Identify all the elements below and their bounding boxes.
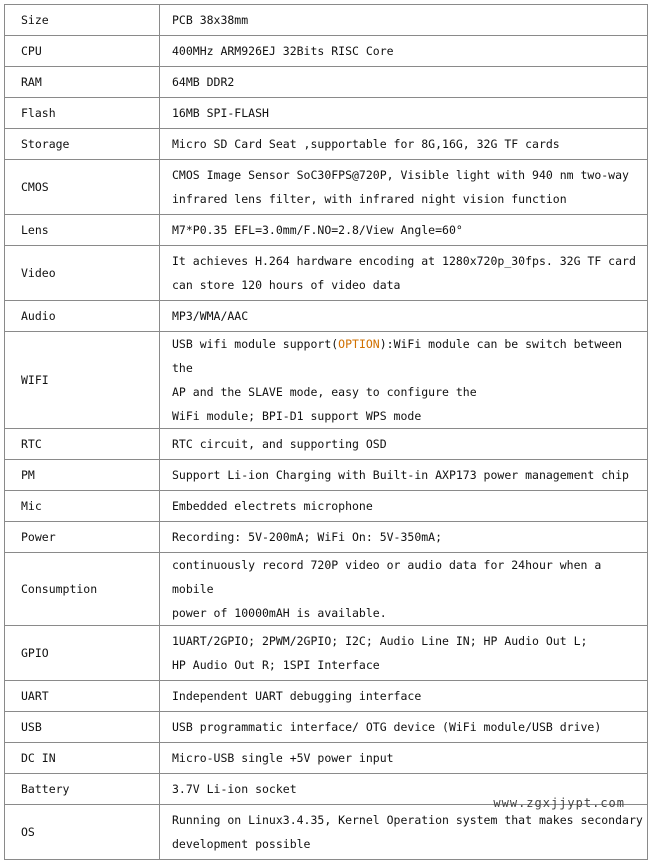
- spec-value-line: It achieves H.264 hardware encoding at 1280x720p_30fps. 32G TF card: [172, 254, 636, 268]
- spec-row-power: [5, 522, 648, 553]
- spec-value: PCB 38x38mm: [160, 5, 648, 36]
- spec-label: Lens: [5, 215, 160, 246]
- spec-row-mic: [5, 491, 648, 522]
- spec-value-line: WiFi module; BPI-D1 support WPS mode: [172, 409, 422, 423]
- spec-value: [160, 246, 648, 301]
- spec-value-line: AP and the SLAVE mode, easy to configure the: [172, 385, 477, 399]
- spec-row-usb: [5, 712, 648, 743]
- site-watermark: www.zgxjjypt.com: [493, 796, 625, 810]
- spec-row-cpu: [5, 36, 648, 67]
- spec-row-ram: [5, 67, 648, 98]
- spec-label: OS: [5, 805, 160, 860]
- spec-value: 16MB SPI-FLASH: [160, 98, 648, 129]
- spec-value: USB programmatic interface/ OTG device (WiFi module/USB drive): [160, 712, 648, 743]
- spec-label: DC IN: [5, 743, 160, 774]
- spec-value-line: continuously record 720P video or audio data for 24hour when a mobile: [172, 558, 602, 596]
- spec-label: Audio: [5, 301, 160, 332]
- spec-value: Support Li-ion Charging with Built-in AXP173 power management chip: [160, 460, 648, 491]
- spec-row-cmos: [5, 160, 648, 215]
- spec-label: CMOS: [5, 160, 160, 215]
- spec-row-storage: [5, 129, 648, 160]
- spec-label: RTC: [5, 429, 160, 460]
- spec-value-line: infrared lens filter, with infrared night vision function: [172, 192, 567, 206]
- spec-table: [4, 4, 648, 860]
- spec-row-size: [5, 5, 648, 36]
- spec-value: Independent UART debugging interface: [160, 681, 648, 712]
- spec-row-os: [5, 805, 648, 860]
- spec-row-consumption: [5, 553, 648, 626]
- spec-label: GPIO: [5, 626, 160, 681]
- spec-label: WIFI: [5, 332, 160, 429]
- spec-value: MP3/WMA/AAC: [160, 301, 648, 332]
- spec-row-flash: [5, 98, 648, 129]
- spec-label: Consumption: [5, 553, 160, 626]
- spec-value: [160, 805, 648, 860]
- spec-label: Flash: [5, 98, 160, 129]
- spec-value: Recording: 5V-200mA; WiFi On: 5V-350mA;: [160, 522, 648, 553]
- spec-value-line: development possible: [172, 837, 311, 851]
- spec-row-lens: [5, 215, 648, 246]
- spec-value: 3.7V Li-ion socket: [160, 774, 648, 805]
- spec-value-line: can store 120 hours of video data: [172, 278, 401, 292]
- spec-row-pm: [5, 460, 648, 491]
- spec-label: RAM: [5, 67, 160, 98]
- spec-value: M7*P0.35 EFL=3.0mm/F.NO=2.8/View Angle=60°: [160, 215, 648, 246]
- spec-label: Battery: [5, 774, 160, 805]
- spec-label: Size: [5, 5, 160, 36]
- spec-label: Power: [5, 522, 160, 553]
- spec-value: [160, 626, 648, 681]
- spec-value: RTC circuit, and supporting OSD: [160, 429, 648, 460]
- spec-value-line: HP Audio Out R; 1SPI Interface: [172, 658, 380, 672]
- spec-value-line: 1UART/2GPIO; 2PWM/2GPIO; I2C; Audio Line IN; HP Audio Out L;: [172, 634, 588, 648]
- spec-value: Embedded electrets microphone: [160, 491, 648, 522]
- spec-label: UART: [5, 681, 160, 712]
- spec-value: Micro-USB single +5V power input: [160, 743, 648, 774]
- spec-row-video: [5, 246, 648, 301]
- spec-label: Storage: [5, 129, 160, 160]
- spec-row-audio: [5, 301, 648, 332]
- spec-value: 400MHz ARM926EJ 32Bits RISC Core: [160, 36, 648, 67]
- spec-value: [160, 160, 648, 215]
- spec-row-uart: [5, 681, 648, 712]
- spec-label: Video: [5, 246, 160, 301]
- wifi-text: ):WiFi module can be switch between the: [172, 337, 623, 375]
- spec-label: PM: [5, 460, 160, 491]
- option-tag: OPTION: [338, 337, 380, 351]
- spec-value: [160, 553, 648, 626]
- spec-label: Mic: [5, 491, 160, 522]
- spec-value: [160, 332, 648, 429]
- spec-label: USB: [5, 712, 160, 743]
- spec-label: CPU: [5, 36, 160, 67]
- spec-value-line: Running on Linux3.4.35, Kernel Operation system that makes secondary: [172, 813, 643, 827]
- spec-value: Micro SD Card Seat ,supportable for 8G,16G, 32G TF cards: [160, 129, 648, 160]
- spec-row-wifi: [5, 332, 648, 429]
- spec-value: 64MB DDR2: [160, 67, 648, 98]
- spec-row-gpio: [5, 626, 648, 681]
- wifi-text: USB wifi module support(: [172, 337, 339, 351]
- spec-value-line: power of 10000mAH is available.: [172, 606, 387, 620]
- spec-row-rtc: [5, 429, 648, 460]
- spec-value-line: CMOS Image Sensor SoC30FPS@720P, Visible light with 940 nm two-way: [172, 168, 629, 182]
- spec-row-dc-in: [5, 743, 648, 774]
- spec-value-line: [172, 332, 643, 380]
